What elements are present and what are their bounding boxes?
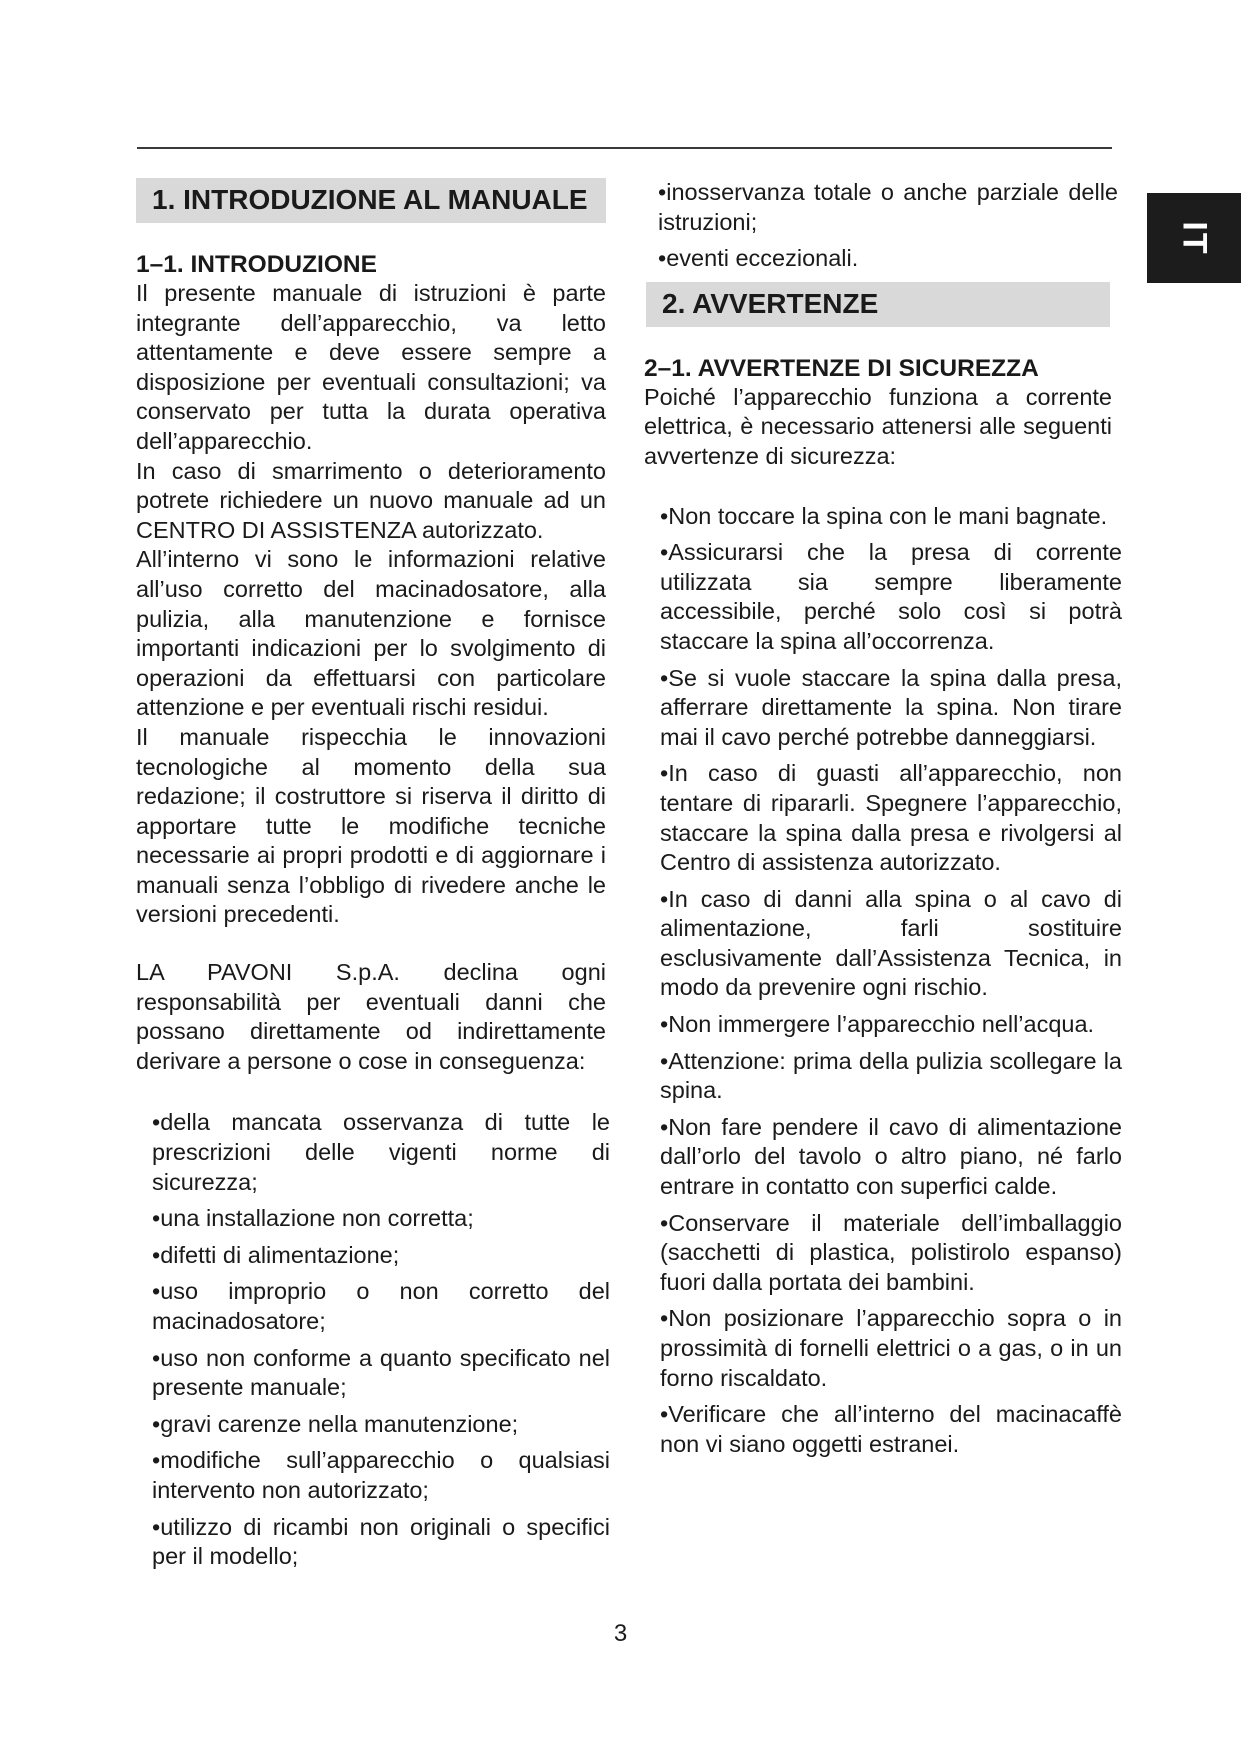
list-item: • inosservanza totale o anche parziale delle istruzioni; <box>658 178 1118 237</box>
header-rule <box>137 147 1112 149</box>
list-item: • uso non conforme a quanto specificato nel presente manuale; <box>152 1344 610 1403</box>
disclaimer-paragraph: LA PAVONI S.p.A. declina ogni responsabilità per eventuali danni che possano direttamente od indirettamente derivare a persone o cose in conseguenza: <box>136 959 606 1074</box>
list-item: • della mancata osservanza di tutte le prescrizioni delle vigenti norme di sicurezza; <box>152 1108 610 1197</box>
list-item: • gravi carenze nella manutenzione; <box>152 1410 610 1440</box>
list-item: • uso improprio o non corretto del macinadosatore; <box>152 1277 610 1336</box>
list-item: • Non immergere l’apparecchio nell’acqua. <box>660 1010 1122 1040</box>
left-column <box>136 178 610 1579</box>
list-item: • Non toccare la spina con le mani bagnate. <box>660 502 1122 532</box>
list-item: • modifiche sull’apparecchio o qualsiasi intervento non autorizzato; <box>152 1446 610 1505</box>
safety-intro-paragraph: Poiché l’apparecchio funziona a corrente elettrica, è necessario attenersi alle seguenti avvertenze di sicurezza: <box>644 383 1112 469</box>
intro-paragraph-3: All’interno vi sono le informazioni relative all’uso corretto del macinadosatore, alla pulizia, alla manutenzione e fornisce importanti indicazioni per lo svolgimento di operazioni da effettuarsi con particolare attenzione e per eventuali rischi residui. <box>136 546 606 721</box>
section-title-avvertenze: 2. AVVERTENZE <box>646 282 1110 327</box>
page-number: 3 <box>613 1620 628 1647</box>
list-item: • Assicurarsi che la presa di corrente utilizzata sia sempre liberamente accessibile, perché solo così si potrà staccare la spina all’occorrenza. <box>660 538 1122 656</box>
list-item: • Non posizionare l’apparecchio sopra o in prossimità di fornelli elettrici o a gas, o in un forno riscaldato. <box>660 1304 1122 1393</box>
list-item: • utilizzo di ricambi non originali o specifici per il modello; <box>152 1513 610 1572</box>
list-item: • Attenzione: prima della pulizia scollegare la spina. <box>660 1047 1122 1106</box>
intro-paragraph-1: Il presente manuale di istruzioni è parte integrante dell’apparecchio, va letto attentamente e deve essere sempre a disposizione per eventuali consultazioni; va conservato per tutta la durata operativa dell’apparecchio. <box>136 280 606 454</box>
list-item: • In caso di guasti all’apparecchio, non tentare di ripararli. Spegnere l’apparecchio, staccare la spina dalla presa e rivolgersi al Centro di assistenza autorizzato. <box>660 759 1122 877</box>
list-item: • In caso di danni alla spina o al cavo di alimentazione, farli sostituire esclusivamente dall’Assistenza Tecnica, in modo da prevenire ogni rischio. <box>660 885 1122 1003</box>
subsection-title-sicurezza: 2–1. AVVERTENZE DI SICUREZZA <box>644 354 1039 382</box>
right-column <box>644 178 1122 1466</box>
list-item: • una installazione non corretta; <box>152 1204 610 1234</box>
subsection-title-introduzione: 1–1. INTRODUZIONE <box>136 251 377 278</box>
intro-paragraph-2: In caso di smarrimento o deterioramento potrete richiedere un nuovo manuale ad un CENTRO DI ASSISTENZA autorizzato. <box>136 457 606 543</box>
language-tab-label: IT <box>1175 220 1214 256</box>
section-title-introduzione: 1. INTRODUZIONE AL MANUALE <box>136 178 606 223</box>
list-item: • difetti di alimentazione; <box>152 1241 610 1271</box>
list-item: • eventi eccezionali. <box>658 244 1118 274</box>
intro-paragraph-4: Il manuale rispecchia le innovazioni tecnologiche al momento della sua redazione; il costruttore si riserva il diritto di apportare tutte le modifiche tecniche necessarie ai propri prodotti e di aggiornare i manuali senza l’obbligo di rivedere anche le versioni precedenti. <box>136 723 606 928</box>
safety-warnings-list <box>644 502 1122 1460</box>
list-item: • Conservare il materiale dell’imballaggio (sacchetti di plastica, polistirolo espanso) fuori dalla portata dei bambini. <box>660 1209 1122 1298</box>
list-item: • Verificare che all’interno del macinacaffè non vi siano oggetti estranei. <box>660 1400 1122 1459</box>
language-tab <box>1147 193 1241 283</box>
liability-list <box>136 1108 610 1571</box>
liability-list-continued <box>644 178 1118 274</box>
list-item: • Non fare pendere il cavo di alimentazione dall’orlo del tavolo o altro piano, né farlo entrare in contatto con superfici calde. <box>660 1113 1122 1202</box>
list-item: • Se si vuole staccare la spina dalla presa, afferrare direttamente la spina. Non tirare mai il cavo perché potrebbe danneggiarsi. <box>660 664 1122 753</box>
